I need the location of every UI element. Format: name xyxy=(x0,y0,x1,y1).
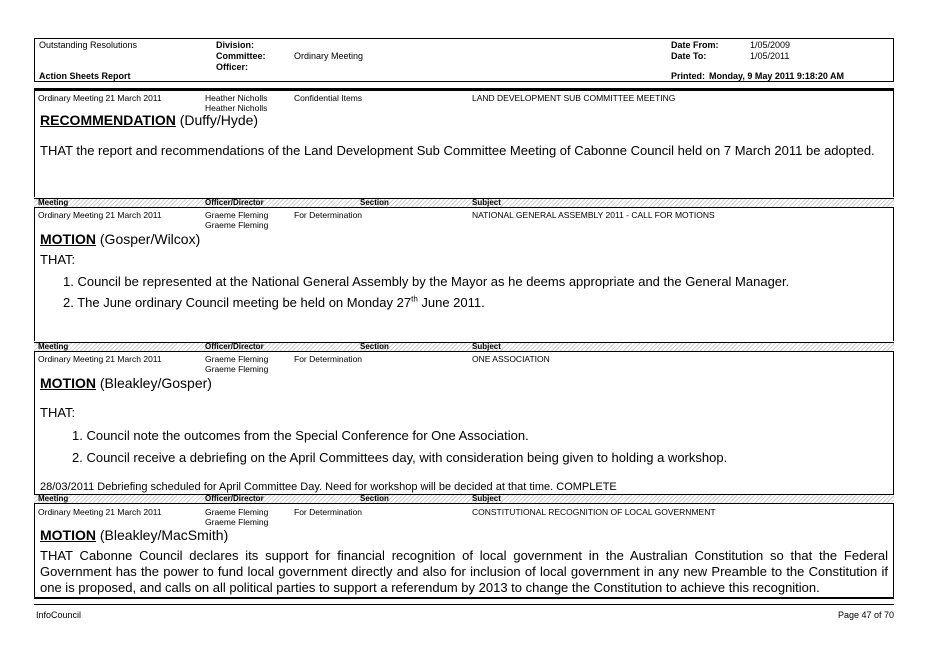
col-section: Section xyxy=(360,494,389,503)
record-subject: LAND DEVELOPMENT SUB COMMITTEE MEETING xyxy=(472,93,676,103)
col-meeting: Meeting xyxy=(38,198,69,207)
record-frame xyxy=(34,352,894,494)
printed-label: Printed: xyxy=(671,71,706,81)
col-subject: Subject xyxy=(472,198,501,207)
resolution-that: THAT: xyxy=(40,252,76,267)
committee-label: Committee: xyxy=(216,51,266,61)
resolution-item-2-text: 2. The June ordinary Council meeting be held on Monday 27 xyxy=(63,295,412,310)
record-meeting: Ordinary Meeting 21 March 2011 xyxy=(38,210,162,220)
footer-divider xyxy=(34,604,894,605)
col-officer: Officer/Director xyxy=(205,342,264,351)
col-section: Section xyxy=(360,342,389,351)
record-section: For Determination xyxy=(294,507,363,517)
record-officer: Graeme Fleming xyxy=(205,210,269,220)
col-subject: Subject xyxy=(472,342,501,351)
date-to-label: Date To: xyxy=(671,51,707,61)
report-name: Action Sheets Report xyxy=(39,71,131,81)
record-section: Confidential Items xyxy=(294,93,363,103)
resolution-heading xyxy=(40,231,200,247)
column-header-bar xyxy=(34,198,894,208)
record-director: Graeme Fleming xyxy=(205,364,269,374)
resolution-type: MOTION xyxy=(40,527,96,543)
record-meeting: Ordinary Meeting 21 March 2011 xyxy=(38,93,162,103)
resolution-body: THAT Cabonne Council declares its support for financial recognition of local government in the Australian Constitution so that the Federal Government has the power to fund local government directly and also for inclusion of local government in any new Preamble to the Constitution if one is proposed, and calls on all political parties to support a referendum by 2013 to change the Constitution to achieve this recognition. xyxy=(40,548,888,595)
record-section: For Determination xyxy=(294,354,363,364)
footer-brand: InfoCouncil xyxy=(36,610,82,620)
record-officer: Graeme Fleming xyxy=(205,354,269,364)
resolution-type: MOTION xyxy=(40,231,96,247)
column-header-bar xyxy=(34,494,894,504)
report-left-title: Outstanding Resolutions xyxy=(39,40,138,50)
resolution-item-2: 2. Council receive a debriefing on the April Committees day, with consideration being given to holding a workshop. xyxy=(72,450,728,465)
resolution-item-2 xyxy=(63,295,485,310)
resolution-item-1: 1. Council note the outcomes from the Special Conference for One Association. xyxy=(72,428,529,443)
record-meeting: Ordinary Meeting 21 March 2011 xyxy=(38,507,162,517)
column-header-bar xyxy=(34,342,894,352)
committee-value: Ordinary Meeting xyxy=(294,51,364,61)
record-director: Heather Nicholls xyxy=(205,103,268,113)
col-meeting: Meeting xyxy=(38,342,69,351)
printed-value: Monday, 9 May 2011 9:18:20 AM xyxy=(709,71,845,81)
resolution-movers: (Duffy/Hyde) xyxy=(175,112,259,128)
division-label: Division: xyxy=(216,40,255,50)
record-meeting: Ordinary Meeting 21 March 2011 xyxy=(38,354,162,364)
action-note: 28/03/2011 Debriefing scheduled for April Committee Day. Need for workshop will be decided at that time. COMPLETE xyxy=(40,481,617,493)
resolution-item-2-tail: June 2011. xyxy=(417,295,485,310)
resolution-heading xyxy=(40,375,212,391)
date-from-label: Date From: xyxy=(671,40,719,50)
officer-label: Officer: xyxy=(216,62,249,72)
date-to-value: 1/05/2011 xyxy=(750,51,790,61)
resolution-movers: (Bleakley/MacSmith) xyxy=(96,527,229,543)
resolution-heading xyxy=(40,112,258,128)
resolution-heading xyxy=(40,527,228,543)
resolution-type: RECOMMENDATION xyxy=(40,112,176,128)
record-director: Graeme Fleming xyxy=(205,220,269,230)
record-officer: Heather Nicholls xyxy=(205,93,268,103)
resolution-type: MOTION xyxy=(40,375,96,391)
date-from-value: 1/05/2009 xyxy=(750,40,791,50)
report-header xyxy=(34,38,894,82)
resolution-item-1: 1. Council be represented at the National General Assembly by the Mayor as he deems appropriate and the General Manager. xyxy=(63,274,790,289)
page-number: Page 47 of 70 xyxy=(837,610,894,620)
ordinal-suffix: th xyxy=(411,294,418,304)
record-subject: CONSTITUTIONAL RECOGNITION OF LOCAL GOVERNMENT xyxy=(472,507,716,517)
col-meeting: Meeting xyxy=(38,494,69,503)
col-officer: Officer/Director xyxy=(205,198,264,207)
col-section: Section xyxy=(360,198,389,207)
record-subject: NATIONAL GENERAL ASSEMBLY 2011 - CALL FOR MOTIONS xyxy=(472,210,715,220)
col-officer: Officer/Director xyxy=(205,494,264,503)
resolution-movers: (Bleakley/Gosper) xyxy=(96,375,212,391)
resolution-body: THAT the report and recommendations of the Land Development Sub Committee Meeting of Cabonne Council held on 7 March 2011 be adopted. xyxy=(40,143,875,158)
record-bottom-line xyxy=(34,597,894,599)
record-section: For Determination xyxy=(294,210,363,220)
record-director: Graeme Fleming xyxy=(205,517,269,527)
col-subject: Subject xyxy=(472,494,501,503)
record-officer: Graeme Fleming xyxy=(205,507,269,517)
resolution-that: THAT: xyxy=(40,405,76,420)
resolution-movers: (Gosper/Wilcox) xyxy=(96,231,201,247)
record-subject: ONE ASSOCIATION xyxy=(472,354,550,364)
